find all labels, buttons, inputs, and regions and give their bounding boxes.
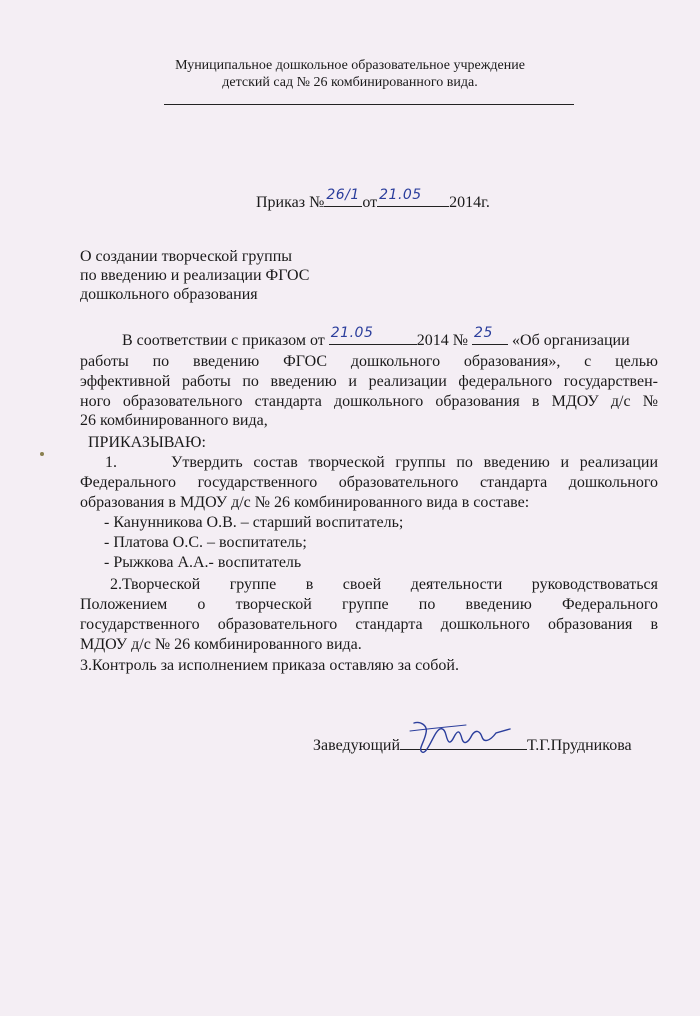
member-item: - Платова О.С. – воспитатель; xyxy=(104,534,307,551)
item1-line3: образования в МДОУ д/с № 26 комбинированного вида в составе: xyxy=(80,494,530,511)
item2-line3: государственного образовательного стандарта дошкольного образования в xyxy=(80,616,658,633)
order-date-field xyxy=(377,187,449,207)
signature-line xyxy=(400,735,527,750)
ref-date-handwritten: 21.05 xyxy=(330,325,374,341)
member-item: - Рыжкова А.А.- воспитатель xyxy=(104,554,302,571)
paragraph1-line5: 26 комбинированного вида, xyxy=(80,412,268,429)
order-prefix: Приказ № xyxy=(256,194,325,211)
paragraph1-line3: эффективной работы по введению и реализации федерального государствен- xyxy=(80,373,658,390)
order-subject xyxy=(80,247,309,304)
paragraph1-line1 xyxy=(122,325,630,350)
order-title xyxy=(256,187,490,213)
signature-block xyxy=(313,735,632,755)
handwritten-signature xyxy=(406,719,516,755)
subject-line: дошкольного образования xyxy=(80,286,258,303)
paragraph1-line2: работы по введению ФГОС дошкольного образования», с целью xyxy=(80,353,658,370)
order-suffix: 2014г. xyxy=(449,194,490,211)
item1-line1: Утвердить состав творческой группы по введению и реализации xyxy=(171,454,658,471)
item3-line: 3.Контроль за исполнением приказа оставляю за собой. xyxy=(80,657,459,674)
member-item: - Канунникова О.В. – старший воспитатель; xyxy=(104,514,404,531)
p1-end: «Об организации xyxy=(512,332,630,349)
order-number-handwritten: 26/1 xyxy=(326,187,360,203)
p1-start: В соответствии с приказом от xyxy=(122,332,325,349)
order-date-handwritten: 21.05 xyxy=(379,187,422,203)
order-word: ПРИКАЗЫВАЮ: xyxy=(88,434,206,451)
order-mid: от xyxy=(362,194,378,211)
paragraph1-line4: ного образовательного стандарта дошкольного образования в МДОУ д/с № xyxy=(80,393,658,410)
item2-line1: 2.Творческой группе в своей деятельности руководствоваться xyxy=(110,576,658,593)
subject-line: О создании творческой группы xyxy=(80,248,293,265)
item2-line2: Положением о творческой группе по введению Федерального xyxy=(80,596,658,613)
signature-name: Т.Г.Прудникова xyxy=(527,737,632,754)
header-divider xyxy=(164,104,574,105)
item2-line4: МДОУ д/с № 26 комбинированного вида. xyxy=(80,636,362,653)
p1-year: 2014 № xyxy=(416,332,469,349)
ref-date-field xyxy=(329,325,417,345)
institution-name-line2: детский сад № 26 комбинированного вида. xyxy=(222,75,478,90)
item1-line2: Федерального государственного образовательного стандарта дошкольного xyxy=(80,474,658,491)
ref-number-field xyxy=(472,325,508,345)
institution-name-line1: Муниципальное дошкольное образовательное учреждение xyxy=(175,58,525,73)
order-number-field xyxy=(324,187,362,207)
subject-line: по введению и реализации ФГОС xyxy=(80,267,310,284)
item1-number: 1. xyxy=(105,454,117,471)
signature-title: Заведующий xyxy=(313,737,401,754)
ref-number-handwritten: 25 xyxy=(474,325,493,341)
paper-speck xyxy=(40,452,44,456)
